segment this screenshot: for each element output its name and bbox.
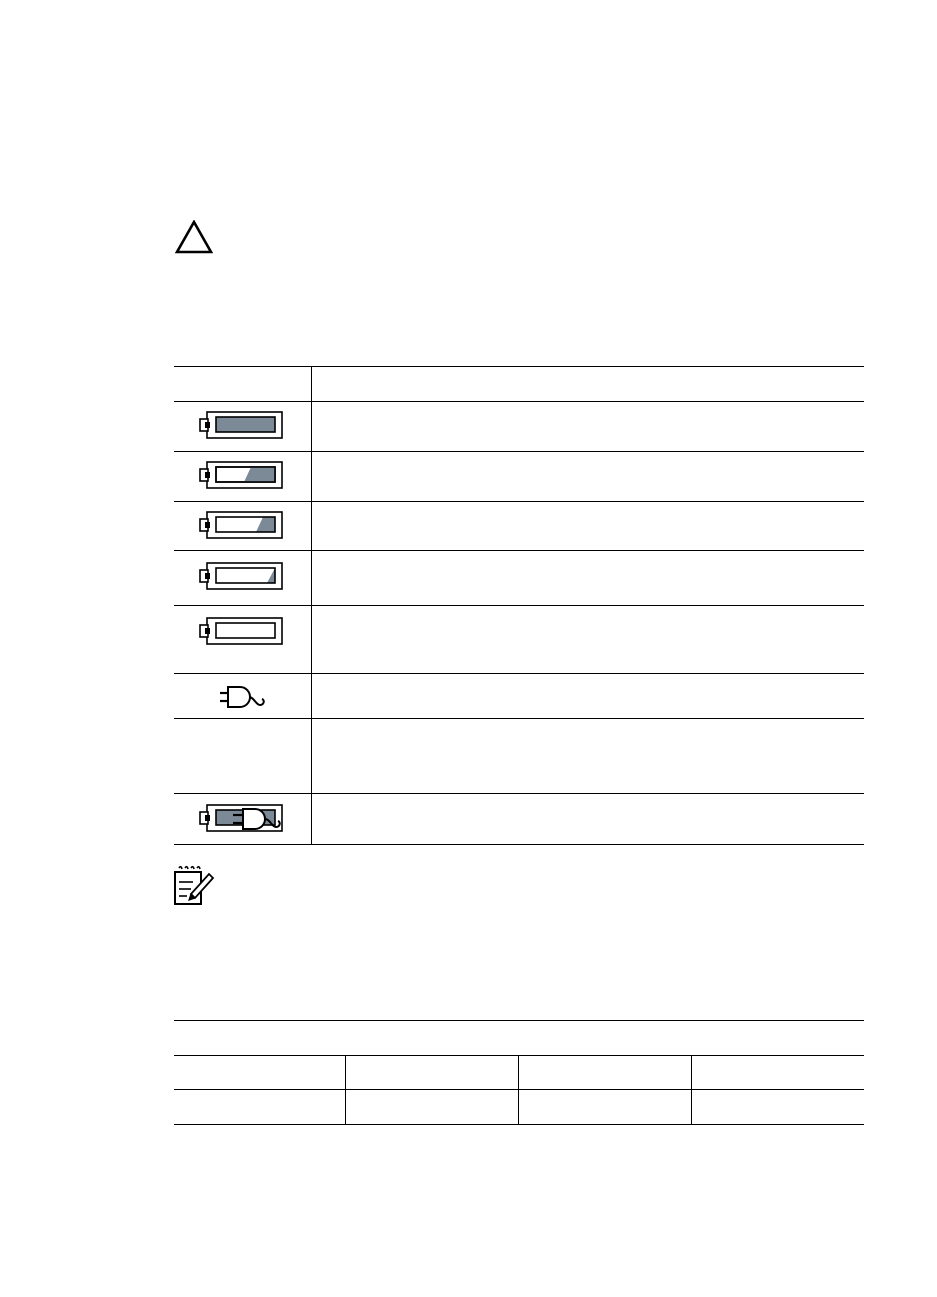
warning-triangle-icon: [175, 220, 213, 254]
battery-empty-icon: [199, 617, 283, 645]
battery-low-icon: [199, 562, 283, 590]
battery-charging-icon: [199, 804, 287, 834]
table-row-rule: [174, 451, 864, 452]
table-top-rule: [174, 366, 864, 367]
battery-full-icon: [199, 411, 283, 439]
table-row-rule: [174, 550, 864, 551]
table-row-rule: [174, 673, 864, 674]
table-header-rule: [174, 1055, 864, 1056]
table-row-rule: [174, 1089, 864, 1090]
table-bottom-rule: [174, 1124, 864, 1125]
table-top-rule: [174, 1020, 864, 1021]
table-column-divider: [518, 1055, 519, 1124]
table-row-rule: [174, 793, 864, 794]
table-row-rule: [174, 401, 864, 402]
ac-power-plug-icon: [218, 683, 268, 711]
table-row-rule: [174, 605, 864, 606]
note-pencil-icon: [171, 864, 217, 908]
table-column-divider: [691, 1055, 692, 1124]
battery-one-third-icon: [199, 511, 283, 539]
battery-two-thirds-icon: [199, 461, 283, 489]
table-row-rule: [174, 718, 864, 719]
table-bottom-rule: [174, 844, 864, 845]
table-column-divider: [345, 1055, 346, 1124]
table-row-rule: [174, 501, 864, 502]
